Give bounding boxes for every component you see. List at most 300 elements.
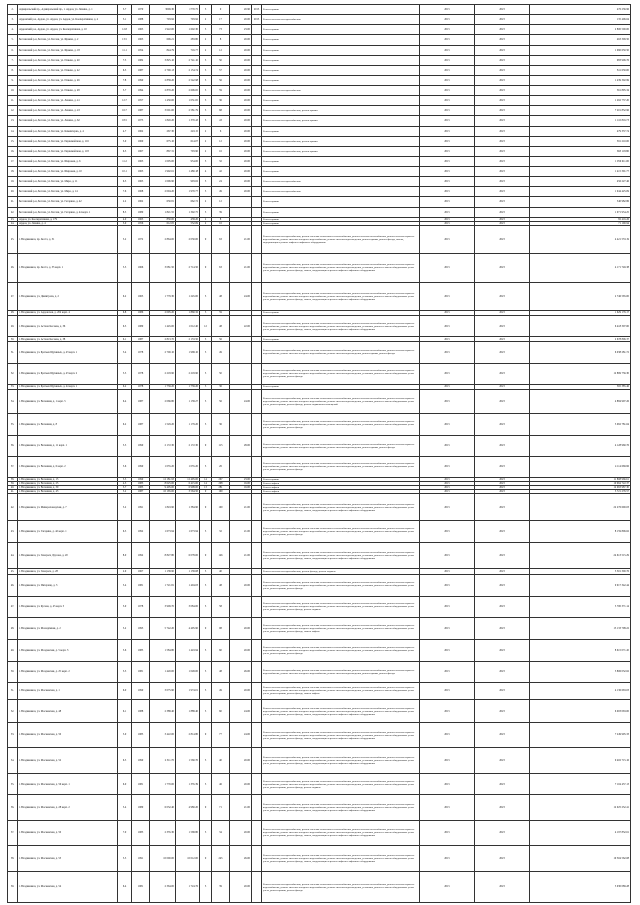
floors-cell: 5 [200,456,212,477]
table-row [8,414,631,435]
row-number: 54. [8,747,18,773]
living-area-cell: 1 158.08 [176,569,200,575]
extra-year-cell [252,25,262,35]
start-year-cell: 2015 [420,225,475,253]
extra-year-cell [252,723,262,747]
floors-cell: 9 [200,494,212,520]
works-cell: Ремонт системы электроснабжения, ремонт системы отопления и теплоснабжения, ремонт системы газоснабжения, ремонт системы горячего водоснабжения, ремонт системы холодного водоснабжения, ремонт системы водоотведения, установка, ремонт и замена общедомовых узлов учета, ремонт крыши, ремонт фасада, замена, модернизация и ремонт лифтов и лифтового оборудования [262,747,420,773]
works-cell: Ремонт системы электроснабжения [262,86,420,96]
total-area-cell: 1 739.20 [150,384,176,389]
row-number: 59. [8,872,18,902]
start-year-cell: 2015 [420,65,475,75]
works-cell: Ремонт крыши [262,197,420,207]
start-year-cell: 2015 [420,820,475,845]
rate-cell: 20.00 [230,575,252,596]
cost-cell: 8 159 806.62 [530,520,631,542]
end-year-cell: 2023 [475,596,530,617]
cost-cell: 5 930 089.28 [530,872,631,902]
works-cell: Ремонт крыши [262,310,420,315]
table-row [8,456,631,477]
works-cell: Ремонт системы электроснабжения, ремонт фасада, ремонт подвала [262,569,420,575]
table-row [8,197,631,207]
table-row [8,86,631,96]
address-cell: Ардонский р-н, Ардон, ул. Ардон, ул. Кооперативная, д. 10 [18,25,118,35]
total-area-cell: 3 075.90 [150,682,176,699]
end-year-cell: 2023 [475,15,530,25]
floors-cell: 9 [200,795,212,820]
living-area-cell: 1 739.20 [176,384,200,389]
works-cell: Ремонт системы электроснабжения [262,187,420,197]
floors-cell: 2 [200,197,212,207]
living-area-cell: 2 606.65 [176,86,200,96]
start-year-cell: 2015 [420,435,475,456]
address-cell: Бесланский р-н, Беслан, ул. Беслан, ул. Ленина, д. 62 [18,116,118,126]
cost-cell: 22 276 690.03 [530,494,631,520]
address-cell: Бесланский р-н, Беслан, ул. Беслан, ул. Первомайская, д. 116 [18,136,118,146]
year-built-cell: 1983 [132,820,150,845]
works-cell: Ремонт системы электроснабжения, ремонт системы отопления и теплоснабжения, ремонт системы газоснабжения, ремонт системы горячего водоснабжения, ремонт системы холодного водоснабжения, ремонт системы водоотведения, установка, ремонт и замена общедомовых узлов учета, ремонт крыши, ремонт фасада, замена, модернизация и ремонт лифтов и лифтового оборудования [262,316,420,337]
cost-cell: 463 309.50 [530,35,631,45]
total-area-cell: 1 096.90 [150,177,176,187]
rate-cell: 16.00 [230,486,252,490]
wear-cell: 3.4 [118,342,132,363]
row-number: 23. [8,217,18,221]
floors-cell: 5 [200,700,212,723]
residents-cell: 50 [212,363,230,384]
row-number: 39. [8,482,18,486]
floors-cell: 5 [200,389,212,413]
start-year-cell: 2015 [420,106,475,116]
row-number: 7. [8,55,18,65]
address-cell: г. Владикавказ, ул. Астана Кесаева, д. 38 [18,337,118,342]
address-cell: г. Владикавказ, ул. Московская, д. 56 корп. 1 [18,774,118,795]
row-number: 22. [8,207,18,217]
residents-cell: 56 [212,337,230,342]
total-area-cell: 1 673.94 [150,520,176,542]
wear-cell: 5.5 [118,845,132,871]
start-year-cell: 2015 [420,167,475,177]
residents-cell: 48 [212,282,230,310]
floors-cell: 5 [200,25,212,35]
end-year-cell: 2023 [475,494,530,520]
address-cell: г. Владикавказ, ул. Московская, д. 1 [18,682,118,699]
total-area-cell: 2 858.20 [150,75,176,85]
residents-cell: 267 [212,478,230,482]
floors-cell: 5 [200,774,212,795]
table-row [8,363,631,384]
end-year-cell: 2023 [475,75,530,85]
rate-cell [230,342,252,363]
table-row [8,282,631,310]
start-year-cell: 2015 [420,723,475,747]
wear-cell: 6.2 [118,384,132,389]
rate-cell: 21.00 [230,225,252,253]
residents-cell: 12 [212,197,230,207]
floors-cell: 5 [200,747,212,773]
works-cell: Ремонт системы электроснабжения, ремонт системы отопления и теплоснабжения, ремонт системы газоснабжения, ремонт системы горячего водоснабжения, ремонт системы холодного водоснабжения, ремонт системы водоотведения, установка, ремонт и замена общедомовых узлов учета, ремонт крыши, ремонт фасада, замена, модернизация и ремонт лифтов и лифтового оборудования [262,543,420,569]
residents-cell: 40 [212,569,230,575]
living-area-cell: 2 218.90 [176,363,200,384]
rate-cell: 20.00 [230,96,252,106]
extra-year-cell [252,96,262,106]
cost-cell: 6 038 281.72 [530,342,631,363]
rate-cell: 24.00 [230,389,252,413]
end-year-cell: 2023 [475,774,530,795]
wear-cell: 12.8 [118,25,132,35]
cost-cell: 1 060 650.50 [530,45,631,55]
cost-cell: 2 746 565.00 [530,282,631,310]
cost-cell: 7 201 832.96 [530,106,631,116]
rate-cell: 23.00 [230,478,252,482]
total-area-cell: 2 311.70 [150,747,176,773]
living-area-cell: 1 055.20 [176,456,200,477]
works-cell: Ремонт системы электроснабжения, ремонт крыши [262,146,420,156]
cost-cell: 1 110 816.73 [530,116,631,126]
year-built-cell: 1988 [132,15,150,25]
address-cell: г. Владикавказ, ул. Московская, д. 28 корп. 2 [18,795,118,820]
start-year-cell: 2015 [420,569,475,575]
works-cell: Ремонт крыши [262,25,420,35]
rate-cell [230,207,252,217]
residents-cell: 63 [212,254,230,282]
start-year-cell: 2015 [420,177,475,187]
residents-cell: 245 [212,845,230,871]
extra-year-cell [252,187,262,197]
wear-cell: 5.2 [118,618,132,640]
extra-year-cell [252,282,262,310]
wear-cell: 4.7 [118,126,132,136]
works-cell: Ремонт крыши [262,167,420,177]
start-year-cell: 2015 [420,316,475,337]
works-cell: Ремонт системы электроснабжения, ремонт системы отопления и теплоснабжения, ремонт системы газоснабжения, ремонт системы горячего водоснабжения, ремонт системы холодного водоснабжения, ремонт системы водоотведения, установка, ремонт и замена общедомовых узлов учета, ремонт крыши, ремонт фасада, ремонт подвальных помещений [262,389,420,413]
extra-year-cell [252,435,262,456]
end-year-cell: 2023 [475,136,530,146]
row-number: 42. [8,494,18,520]
total-area-cell: 1 843.90 [150,494,176,520]
extra-year-cell [252,207,262,217]
works-cell: Ремонт лифтов [262,486,420,490]
start-year-cell: 2015 [420,217,475,221]
table-row [8,96,631,106]
total-area-cell: 867.31 [150,146,176,156]
residents-cell: 12 [212,45,230,55]
extra-year-cell [252,596,262,617]
end-year-cell: 2023 [475,167,530,177]
year-built-cell: 1965 [132,25,150,35]
wear-cell: 6.2 [118,414,132,435]
cost-cell: 6 418 307.60 [530,316,631,337]
works-cell: Ремонт системы электроснабжения, ремонт системы отопления и теплоснабжения, ремонт системы газоснабжения, ремонт системы горячего водоснабжения, ремонт системы холодного водоснабжения, ремонт системы водоотведения, установка, ремонт и замена общедомовых узлов учета, ремонт крыши, ремонт фасада, замена лифтов [262,682,420,699]
start-year-cell: 2015 [420,872,475,902]
rate-cell: 20.00 [230,187,252,197]
floors-cell: 5 [200,640,212,661]
address-cell: Бесланский р-н, Беслан, ул. Беслан, ул. Плиева, д. 42 [18,65,118,75]
residents-cell: 32 [212,156,230,166]
address-cell: г. Владикавказ, ул. Минераловодская, д. 7 [18,494,118,520]
floors-cell: 9 [200,618,212,640]
start-year-cell: 2015 [420,494,475,520]
address-cell: г. Владикавказ, ул. Братьев Щукиных, д. 44 корп. 1 [18,384,118,389]
table-row [8,389,631,413]
living-area-cell: 2 581.79 [176,106,200,116]
works-cell: Ремонт системы электроснабжения, ремонт системы отопления и теплоснабжения, ремонт системы газоснабжения, ремонт системы горячего водоснабжения, ремонт системы холодного водоснабжения, ремонт системы водоотведения, установка, ремонт и замена общедомовых узлов учета, ремонт крыши, ремонт фасада [262,456,420,477]
extra-year-cell [252,494,262,520]
table-row [8,25,631,35]
end-year-cell: 2023 [475,96,530,106]
table-row [8,682,631,699]
wear-cell: 12.7 [118,96,132,106]
year-built-cell: 1987 [132,389,150,413]
total-area-cell: 1 005.00 [150,156,176,166]
start-year-cell: 2015 [420,384,475,389]
year-built-cell: 1968 [132,187,150,197]
works-cell: Ремонт системы электроснабжения, ремонт системы отопления и теплоснабжения, ремонт системы газоснабжения, ремонт системы горячего водоснабжения, ремонт системы холодного водоснабжения, ремонт системы водоотведения, установка, ремонт и замена общедомовых узлов учета, ремонт крыши, ремонт фасада, ремонт подвала [262,596,420,617]
start-year-cell: 2015 [420,126,475,136]
wear-cell: 5.4 [118,575,132,596]
cost-cell: 5 062 781.64 [530,414,631,435]
floors-cell: 9 [200,435,212,456]
row-number: 34. [8,389,18,413]
rate-cell: 20.90 [230,5,252,15]
table-row [8,106,631,116]
total-area-cell: 3 825.10 [150,55,176,65]
end-year-cell: 2023 [475,747,530,773]
row-number: 25. [8,225,18,253]
row-number: 3. [8,15,18,25]
start-year-cell: 2015 [420,486,475,490]
total-area-cell: 6 032.40 [150,795,176,820]
residents-cell: 8 [212,35,230,45]
row-number: 33. [8,384,18,389]
works-cell: Ремонт системы электроснабжения, ремонт крыши [262,116,420,126]
residents-cell: 24 [212,177,230,187]
cost-cell: 8 615 071.45 [530,640,631,661]
cost-cell: 1 262 737.20 [530,96,631,106]
residents-cell: 49 [212,342,230,363]
residents-cell: 298 [212,482,230,486]
works-cell: Ремонт крыши [262,337,420,342]
rate-cell: 24.00 [230,282,252,310]
cost-cell: 9 402 715.16 [530,747,631,773]
address-cell: г. Владикавказ, ул. Весенняя, д. 43 [18,490,118,494]
extra-year-cell [252,575,262,596]
address-cell: г. Владикавказ, ул. Весенняя, д. 8 [18,414,118,435]
residents-cell: 32 [212,520,230,542]
end-year-cell: 2023 [475,254,530,282]
works-cell: Ремонт системы электроснабжения, ремонт системы отопления и теплоснабжения, ремонт системы газоснабжения, ремонт системы горячего водоснабжения, ремонт системы холодного водоснабжения, ремонт системы водоотведения, установка, ремонт и замена общедомовых узлов учета, ремонт крыши, ремонт фасада [262,872,420,902]
address-cell: Бесланский р-н, Беслан, ул. Беслан, ул. Гагарина, д. 42 [18,197,118,207]
table-row [8,820,631,845]
wear-cell: 3.7 [118,5,132,15]
living-area-cell: 1 179.20 [176,414,200,435]
end-year-cell: 2023 [475,640,530,661]
address-cell: Бесланский р-н, Беслан, ул. Беслан, ул. Первомайская, д. 118 [18,146,118,156]
start-year-cell: 2015 [420,310,475,315]
cost-cell: 456 227.46 [530,177,631,187]
table-row [8,45,631,55]
floors-cell: 5 [200,65,212,75]
address-cell: г. Владикавказ, ул. Моздокская, д. 25 корп. 2 [18,661,118,682]
year-built-cell: 1992 [132,520,150,542]
total-area-cell: 2 364.00 [150,872,176,902]
living-area-cell: 662.72 [176,197,200,207]
wear-cell: 6.4 [118,872,132,902]
wear-cell: 3.0 [118,221,132,225]
living-area-cell: 1 370.43 [176,116,200,126]
extra-year-cell [252,197,262,207]
row-number: 55. [8,774,18,795]
table-row [8,435,631,456]
row-number: 43. [8,520,18,542]
wear-cell: 7.0 [118,820,132,845]
year-built-cell: 1985 [132,640,150,661]
start-year-cell: 2015 [420,682,475,699]
cost-cell: 1 439 302.99 [530,75,631,85]
wear-cell: 6.3 [118,177,132,187]
end-year-cell: 2023 [475,310,530,315]
residents-cell: 56 [212,389,230,413]
living-area-cell: 1 568.80 [176,820,200,845]
living-area-cell: 458.20 [176,217,200,221]
start-year-cell: 2015 [420,414,475,435]
start-year-cell: 2015 [420,337,475,342]
end-year-cell: 2023 [475,414,530,435]
start-year-cell: 2015 [420,146,475,156]
extra-year-cell [252,136,262,146]
address-cell: Бесланский р-н, Беслан, ул. Беслан, ул. Гагарина, д. 44 корп. 1 [18,207,118,217]
wear-cell: 3.1 [118,15,132,25]
wear-cell: 6.2 [118,282,132,310]
table-row [8,872,631,902]
residents-cell: 49 [212,682,230,699]
rate-cell: 20.00 [230,106,252,116]
start-year-cell: 2015 [420,640,475,661]
cost-cell: 6 003 063.00 [530,700,631,723]
start-year-cell: 2015 [420,136,475,146]
end-year-cell: 2023 [475,207,530,217]
living-area-cell: 1 012.40 [176,316,200,337]
rate-cell: 26.00 [230,661,252,682]
table-row [8,316,631,337]
year-built-cell: 1978 [132,363,150,384]
address-cell: г. Владикавказ, ул. Кусова, д. 45 корп. 5 [18,596,118,617]
row-number: 24. [8,221,18,225]
year-built-cell: 1975 [132,116,150,126]
address-cell: г. Владикавказ, ул. Гагарина, д. 42 корп. 1 [18,520,118,542]
total-area-cell: 2 335.30 [150,820,176,845]
address-cell: г. Владикавказ, пр. Коста, д. 33 корп. 1 [18,254,118,282]
floors-cell: 3 [200,177,212,187]
cost-cell: 365 385.46 [530,384,631,389]
wear-cell: 5.4 [118,795,132,820]
table-row [8,177,631,187]
works-cell: Ремонт крыши [262,96,420,106]
row-number: 17. [8,156,18,166]
start-year-cell: 2015 [420,75,475,85]
floors-cell: 12 [200,316,212,337]
wear-cell: 5.5 [118,435,132,456]
year-built-cell: 1987 [132,106,150,116]
cost-cell: 11 808 966.61 [530,478,631,482]
extra-year-cell [252,618,262,640]
rate-cell [230,197,252,207]
end-year-cell: 2023 [475,5,530,15]
extra-year-cell [252,456,262,477]
living-area-cell: 1 480.18 [176,167,200,177]
year-built-cell: 1987 [132,490,150,494]
extra-year-cell [252,700,262,723]
table-row [8,187,631,197]
wear-cell: 5.2 [118,490,132,494]
row-number: 28. [8,310,18,315]
year-built-cell: 1954 [132,45,150,55]
end-year-cell: 2023 [475,569,530,575]
extra-year-cell [252,414,262,435]
living-area-cell: 1 974.01 [176,682,200,699]
floors-cell: 3 [200,156,212,166]
repair-program-table-sheet [7,4,630,903]
works-cell: Ремонт крыши [262,384,420,389]
end-year-cell: 2023 [475,478,530,482]
floors-cell: 5 [200,207,212,217]
end-year-cell: 2023 [475,575,530,596]
floors-cell: 14 [200,482,212,486]
total-area-cell: 5 742.20 [150,618,176,640]
end-year-cell: 2023 [475,795,530,820]
table-row [8,618,631,640]
end-year-cell: 2023 [475,86,530,96]
rate-cell: 20.00 [230,116,252,126]
total-area-cell: 2 700.10 [150,342,176,363]
extra-year-cell [252,820,262,845]
row-number: 9. [8,75,18,85]
total-area-cell: 830.00 [150,217,176,221]
floors-cell: 9 [200,225,212,253]
residents-cell: 50 [212,55,230,65]
year-built-cell: 1988 [132,700,150,723]
rate-cell: 20.00 [230,640,252,661]
wear-cell: 6.4 [118,389,132,413]
wear-cell: 6.5 [118,316,132,337]
works-cell: Ремонт системы электроснабжения, ремонт системы отопления и теплоснабжения, ремонт системы газоснабжения, ремонт системы горячего водоснабжения, ремонт системы холодного водоснабжения, ремонт системы водоотведения, установка, ремонт и замена общедомовых узлов учета, ремонт крыши, ремонт фасада [262,363,420,384]
rate-cell: 20.00 [230,820,252,845]
extra-year-cell [252,106,262,116]
floors-cell: 9 [200,845,212,871]
start-year-cell: 2015 [420,45,475,55]
total-area-cell: 844.79 [150,45,176,55]
rate-cell: 21.00 [230,254,252,282]
living-area-cell: 3 084.00 [176,596,200,617]
row-number: 56. [8,795,18,820]
row-number: 45. [8,569,18,575]
living-area-cell: 1 968.10 [176,342,200,363]
wear-cell: 5.0 [118,136,132,146]
floors-cell: 5 [200,363,212,384]
cost-cell: 1 071 954.25 [530,207,631,217]
start-year-cell: 2015 [420,478,475,482]
works-cell: Ремонт системы электроснабжения [262,177,420,187]
address-cell: г. Владикавказ, ул. Генерала, д. 28 [18,569,118,575]
row-number: 19. [8,177,18,187]
cost-cell: 983 906.76 [530,55,631,65]
year-built-cell: 1989 [132,316,150,337]
rate-cell: 20.00 [230,86,252,96]
year-built-cell: 1982 [132,55,150,65]
wear-cell: 7.5 [118,55,132,65]
start-year-cell: 2015 [420,96,475,106]
total-area-cell: 8 025.00 [150,482,176,486]
wear-cell: 3.3 [118,661,132,682]
